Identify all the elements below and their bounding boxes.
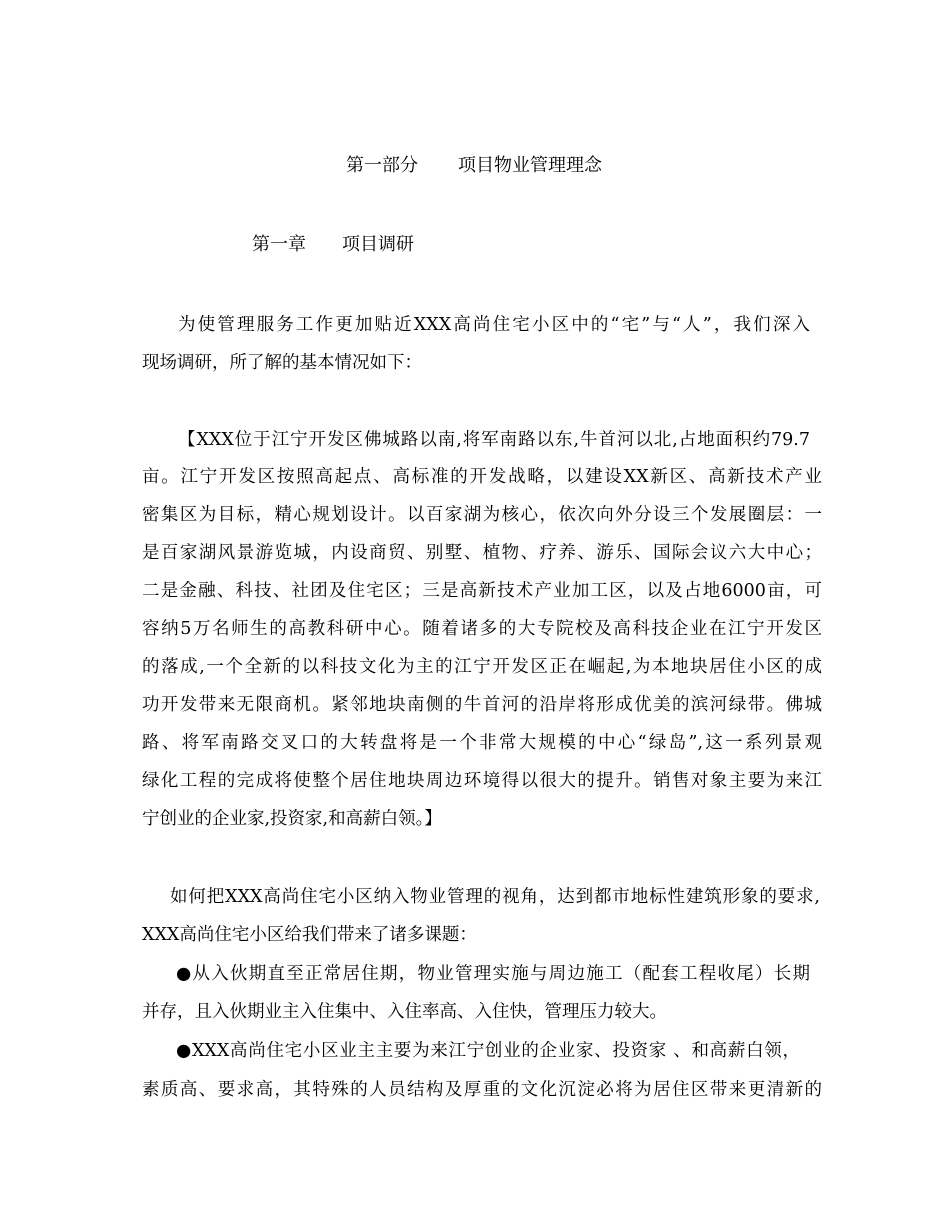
chapter-label: 第一章	[252, 234, 306, 255]
site-description-line: 的落成,一个全新的以科技文化为主的江宁开发区正在崛起,为本地块居住小区的成	[142, 657, 822, 677]
intro-line: 为使管理服务工作更加贴近XXX高尚住宅小区中的“宅”与“人”，我们深入	[178, 315, 810, 335]
site-description-line: 绿化工程的完成将使整个居住地块周边环境得以很大的提升。销售对象主要为来江	[142, 771, 822, 791]
chapter-title: 项目调研	[342, 234, 414, 255]
bullet-item-line: 并存，且入伙期业主入住集中、入住率高、入住快，管理压力较大。	[142, 1002, 667, 1022]
intro-line: 现场调研，所了解的基本情况如下：	[142, 353, 422, 373]
chapter-heading	[252, 233, 414, 257]
site-description-line: 功开发带来无限商机。紧邻地块南侧的牛首河的沿岸将形成优美的滨河绿带。佛城	[142, 695, 822, 715]
part-label: 第一部分	[346, 155, 418, 176]
part-heading	[346, 154, 602, 178]
part-title: 项目物业管理理念	[458, 155, 602, 176]
site-description-line: 是百家湖风景游览城，内设商贸、别墅、植物、疗养、游乐、国际会议六大中心；	[142, 543, 822, 563]
challenges-intro-line: XXX高尚住宅小区给我们带来了诸多课题：	[142, 925, 477, 945]
bullet-item-line: ●从入伙期直至正常居住期，物业管理实施与周边施工（配套工程收尾）长期	[176, 964, 810, 984]
site-description-line: 【XXX位于江宁开发区佛城路以南,将军南路以东,牛首河以北,占地面积约79.7	[178, 430, 810, 450]
site-description-line: 容纳5万名师生的高教科研中心。随着诸多的大专院校及高科技企业在江宁开发区	[142, 619, 822, 639]
bullet-item-line: 素质高、要求高，其特殊的人员结构及厚重的文化沉淀必将为居住区带来更清新的	[142, 1080, 822, 1100]
challenges-intro-line: 如何把XXX高尚住宅小区纳入物业管理的视角，达到都市地标性建筑形象的要求,	[170, 887, 820, 907]
site-description-line: 二是金融、科技、社团及住宅区；三是高新技术产业加工区，以及占地6000亩，可	[142, 581, 822, 601]
bullet-item-line: ●XXX高尚住宅小区业主主要为来江宁创业的企业家、投资家 、和高薪白领，	[176, 1041, 800, 1061]
site-description-line: 宁创业的企业家,投资家,和高薪白领。】	[142, 809, 442, 829]
site-description-line: 密集区为目标，精心规划设计。以百家湖为核心，依次向外分设三个发展圈层：一	[142, 505, 822, 525]
site-description-line: 路、将军南路交叉口的大转盘将是一个非常大规模的中心“绿岛”,这一系列景观	[142, 733, 822, 753]
site-description-line: 亩。江宁开发区按照高起点、高标准的开发战略，以建设XX新区、高新技术产业	[142, 467, 822, 487]
